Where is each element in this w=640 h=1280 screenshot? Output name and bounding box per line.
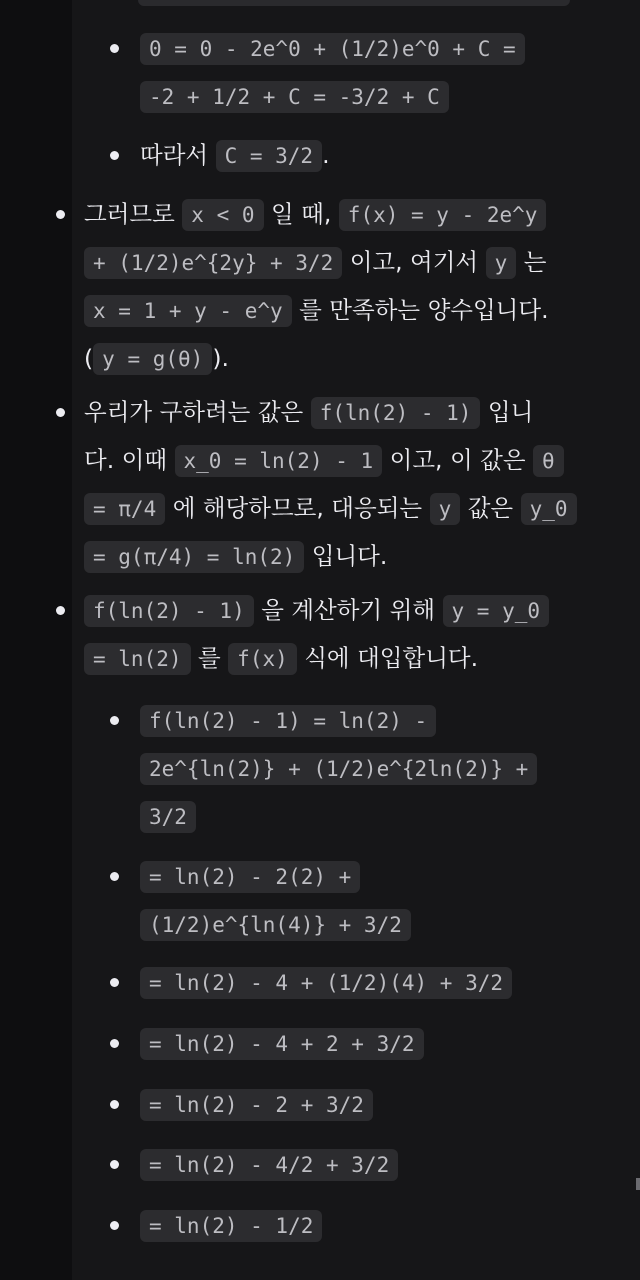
list-item	[140, 852, 411, 948]
text: .	[322, 141, 330, 169]
text: 에 해당하므로, 대응되는	[165, 494, 430, 522]
inline-code: x < 0	[182, 199, 263, 231]
inline-code: = g(π/4) = ln(2)	[84, 541, 304, 573]
text: 이고, 이 값은	[382, 446, 534, 474]
text: 는	[516, 248, 547, 276]
list-item	[140, 1080, 373, 1128]
list-bullet	[56, 606, 65, 615]
list-bullet	[110, 1100, 119, 1109]
inline-code: 3/2	[140, 801, 196, 833]
inline-code: y = g(θ)	[93, 343, 212, 375]
inline-code: y_0	[521, 493, 577, 525]
text: 를 만족하는 양수입니다.	[291, 296, 549, 324]
text: 우리가 구하려는 값은	[84, 398, 311, 426]
inline-code: = ln(2) - 2(2) +	[140, 861, 360, 893]
inline-code: -2 + 1/2 + C = -3/2 + C	[140, 81, 449, 113]
list-item	[140, 24, 525, 120]
list-bullet	[110, 1221, 119, 1230]
inline-code: x = 1 + y - e^y	[84, 295, 292, 327]
list-item	[84, 586, 549, 682]
list-item	[140, 958, 512, 1006]
inline-code: f(ln(2) - 1) = ln(2) -	[140, 705, 436, 737]
text: 이고, 여기서	[342, 248, 486, 276]
list-bullet	[110, 872, 119, 881]
inline-code: = ln(2) - 4/2 + 3/2	[140, 1149, 398, 1181]
inline-code: (1/2)e^{ln(4)} + 3/2	[140, 909, 411, 941]
inline-code: y	[486, 247, 517, 279]
list-item	[84, 388, 577, 580]
inline-code: 2e^{ln(2)} + (1/2)e^{2ln(2)} +	[140, 753, 537, 785]
inline-code: = ln(2) - 2 + 3/2	[140, 1089, 373, 1121]
inline-code: + (1/2)e^{2y} + 3/2	[84, 247, 342, 279]
inline-code: = ln(2) - 4 + (1/2)(4) + 3/2	[140, 967, 512, 999]
list-item	[140, 1019, 424, 1067]
text: 입니다.	[304, 542, 388, 570]
list-item	[140, 1140, 398, 1188]
inline-code: y = y_0	[443, 595, 550, 627]
list-bullet	[110, 44, 119, 53]
text: 을 계산하기 위해	[253, 596, 443, 624]
list-bullet	[110, 151, 119, 160]
inline-code: θ	[533, 445, 564, 477]
inline-code: y	[430, 493, 461, 525]
inline-code: = ln(2)	[84, 643, 191, 675]
inline-code: C = 3/2	[216, 140, 323, 172]
list-item	[84, 190, 549, 382]
text: 다. 이때	[84, 446, 175, 474]
text: ).	[212, 344, 229, 372]
text: 를	[190, 644, 229, 672]
text: 따라서	[140, 141, 216, 169]
list-bullet	[110, 1160, 119, 1169]
text: (	[84, 344, 94, 372]
inline-code: 0 = 0 - 2e^0 + (1/2)e^0 + C =	[140, 33, 525, 65]
inline-code: = ln(2) - 4 + 2 + 3/2	[140, 1028, 424, 1060]
text: 일 때,	[263, 200, 339, 228]
list-item	[140, 696, 537, 840]
list-item	[140, 1201, 322, 1249]
text: 입니	[480, 398, 534, 426]
text: 값은	[460, 494, 521, 522]
list-bullet	[56, 408, 65, 417]
cut-off-code-block	[138, 0, 570, 6]
inline-code: f(ln(2) - 1)	[311, 397, 481, 429]
inline-code: = ln(2) - 1/2	[140, 1210, 322, 1242]
inline-code: f(x)	[228, 643, 297, 675]
list-bullet	[110, 978, 119, 987]
scrollbar-thumb[interactable]	[636, 1178, 640, 1190]
inline-code: f(x) = y - 2e^y	[339, 199, 547, 231]
inline-code: = π/4	[84, 493, 165, 525]
list-bullet	[110, 1039, 119, 1048]
inline-code: f(ln(2) - 1)	[84, 595, 254, 627]
inline-code: x_0 = ln(2) - 1	[175, 445, 383, 477]
text: 그러므로	[84, 200, 183, 228]
left-margin	[0, 0, 72, 1280]
list-item	[140, 131, 330, 179]
list-bullet	[56, 210, 65, 219]
list-bullet	[110, 716, 119, 725]
text: 식에 대입합니다.	[296, 644, 479, 672]
